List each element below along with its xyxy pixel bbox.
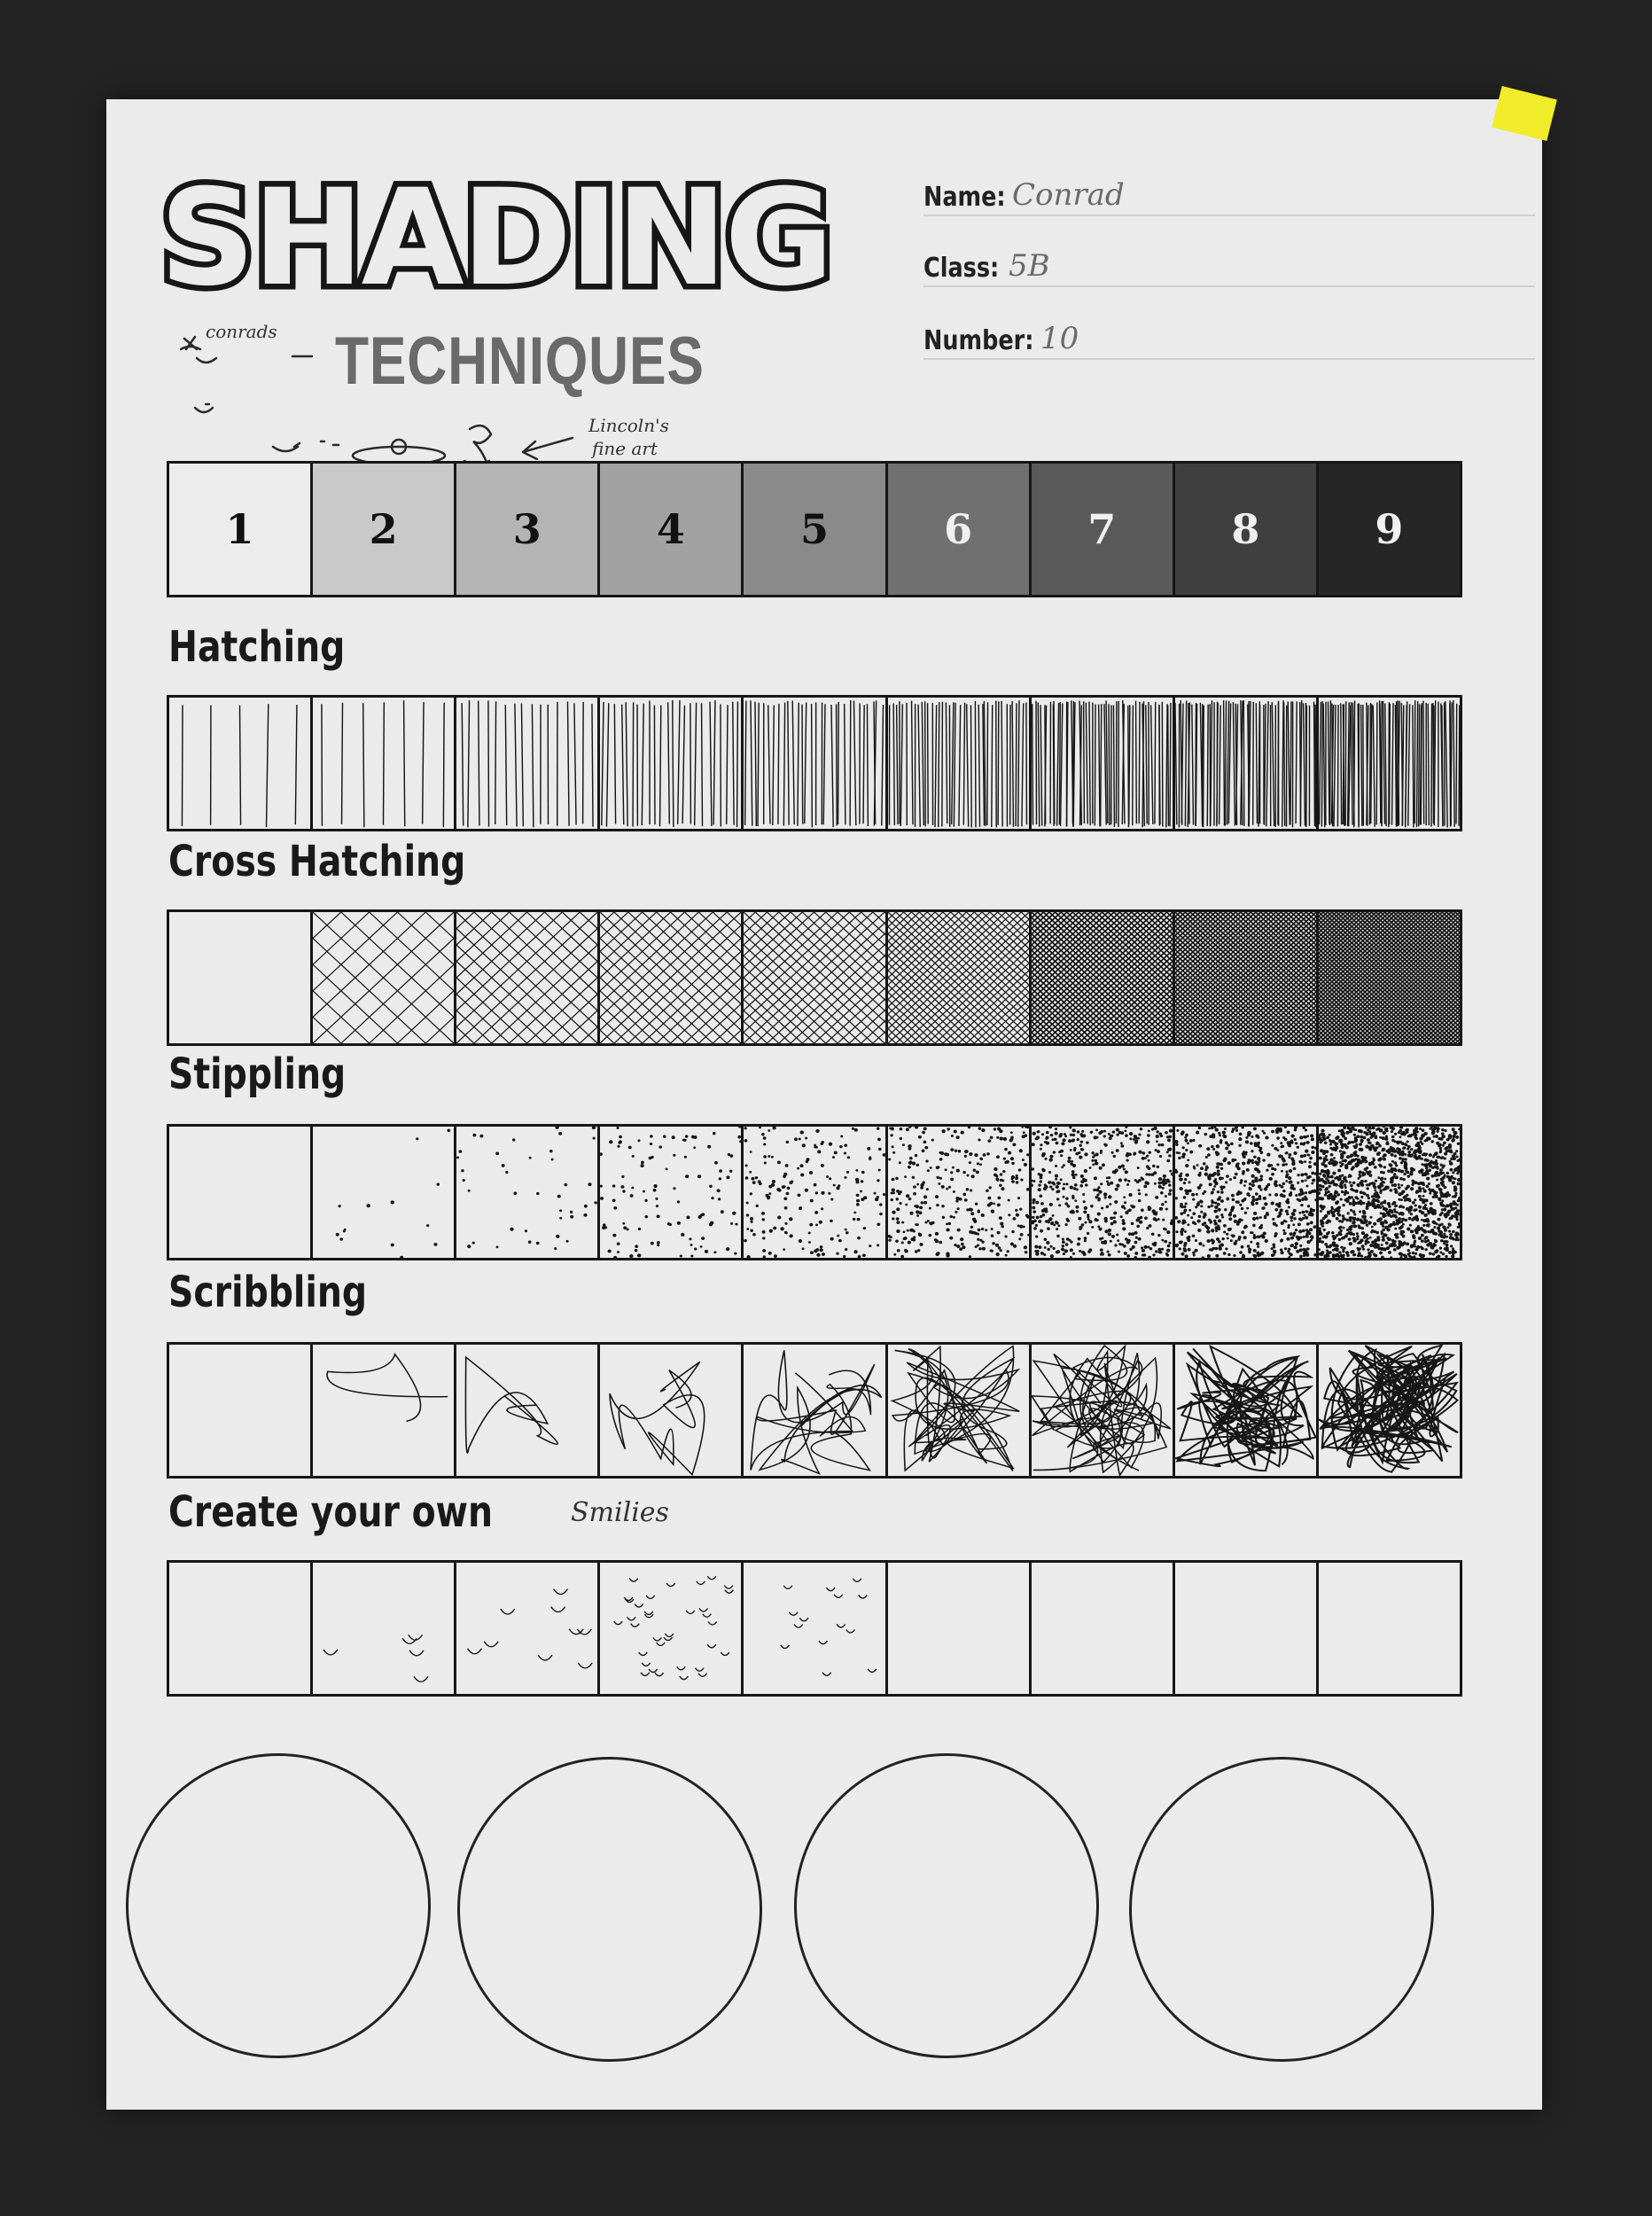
stippling-marks <box>456 1127 597 1258</box>
value-cell <box>1175 464 1319 595</box>
stippling-marks <box>1032 1127 1173 1258</box>
hatching-marks <box>169 698 310 829</box>
scribbling-cell <box>169 1345 313 1476</box>
cross-hatching-cell <box>888 912 1032 1043</box>
cross-hatching-marks <box>744 912 884 1043</box>
hand-doodles <box>160 323 798 482</box>
scribbling-cell <box>600 1345 744 1476</box>
create-your-own-marks <box>1175 1563 1316 1694</box>
hatching-marks <box>1175 698 1316 829</box>
hatching-marks <box>313 698 454 829</box>
practice-circle <box>1129 1757 1434 2062</box>
class-label: Class: <box>923 253 1000 284</box>
value-number: 4 <box>656 505 685 553</box>
stippling-cell <box>169 1127 313 1258</box>
value-cell <box>600 464 744 595</box>
stippling-label: Stippling <box>168 1049 347 1099</box>
hatching-label: Hatching <box>168 622 346 672</box>
create-your-own-cell <box>600 1563 744 1694</box>
value-number: 2 <box>369 505 398 553</box>
name-value: Conrad <box>1012 177 1125 213</box>
scribbling-marks <box>1319 1345 1460 1476</box>
scribbling-cell <box>313 1345 456 1476</box>
number-value: 10 <box>1040 321 1079 356</box>
create-your-own-marks <box>169 1563 310 1694</box>
create-your-own-cell <box>1175 1563 1319 1694</box>
value-number: 8 <box>1231 505 1260 553</box>
cross-hatching-cell <box>1032 912 1175 1043</box>
create-your-own-cell <box>1032 1563 1175 1694</box>
worksheet-subtitle: TECHNIQUES <box>335 324 705 399</box>
scribbling-marks <box>888 1345 1029 1476</box>
value-cell <box>169 464 313 595</box>
conrads-doodle: conrads <box>206 321 277 342</box>
hatching-cell <box>888 698 1032 829</box>
stippling-marks <box>600 1127 741 1258</box>
name-label: Name: <box>923 182 1006 213</box>
stippling-marks <box>1319 1127 1460 1258</box>
cross-hatching-cell <box>456 912 600 1043</box>
value-number: 9 <box>1375 505 1404 553</box>
scribbling-marks <box>1032 1345 1173 1476</box>
cross-hatching-cell <box>313 912 456 1043</box>
hatching-marks <box>600 698 741 829</box>
stippling-cell <box>744 1127 887 1258</box>
scribbling-strip <box>167 1342 1462 1479</box>
cross-hatching-cell <box>600 912 744 1043</box>
cross-hatching-cell <box>169 912 313 1043</box>
value-cell <box>456 464 600 595</box>
create-your-own-marks <box>456 1563 597 1694</box>
class-value: 5B <box>1009 248 1050 284</box>
value-number: 3 <box>512 505 542 553</box>
arrow-note-line1: Lincoln's <box>588 415 669 436</box>
hatching-cell <box>169 698 313 829</box>
worksheet-title: SHADING <box>160 161 831 316</box>
create-your-own-cell <box>169 1563 313 1694</box>
scribbling-marks <box>456 1345 597 1476</box>
cross-hatching-cell <box>1175 912 1319 1043</box>
stippling-marks <box>1175 1127 1316 1258</box>
create-your-own-label: Create your own <box>168 1487 494 1537</box>
create-your-own-marks <box>1032 1563 1173 1694</box>
stippling-cell <box>1175 1127 1319 1258</box>
scribbling-marks <box>313 1345 454 1476</box>
hatching-marks <box>1032 698 1173 829</box>
scribbling-cell <box>1175 1345 1319 1476</box>
hatching-cell <box>456 698 600 829</box>
hatching-cell <box>744 698 887 829</box>
cross-hatching-marks <box>169 912 310 1043</box>
hatching-cell <box>600 698 744 829</box>
create-your-own-cell <box>1319 1563 1460 1694</box>
value-cell <box>1319 464 1460 595</box>
hatching-marks <box>744 698 884 829</box>
scribbling-marks <box>744 1345 884 1476</box>
create-your-own-cell <box>313 1563 456 1694</box>
value-cell <box>313 464 456 595</box>
cross-hatching-marks <box>1319 912 1460 1043</box>
create-your-own-cell <box>456 1563 600 1694</box>
cross-hatching-cell <box>1319 912 1460 1043</box>
cross-hatching-label: Cross Hatching <box>168 837 466 886</box>
stippling-cell <box>888 1127 1032 1258</box>
practice-circle <box>457 1757 762 2062</box>
create-your-own-cell <box>744 1563 887 1694</box>
hatching-marks <box>1319 698 1460 829</box>
create-your-own-marks <box>600 1563 741 1694</box>
cross-hatching-marks <box>888 912 1029 1043</box>
scribbling-marks <box>1175 1345 1316 1476</box>
value-scale-strip <box>167 461 1462 597</box>
arrow-note-line2: fine art <box>592 438 658 459</box>
cross-hatching-strip <box>167 909 1462 1046</box>
cross-hatching-marks <box>1175 912 1316 1043</box>
stippling-cell <box>456 1127 600 1258</box>
hatching-marks <box>456 698 597 829</box>
hatching-cell <box>1319 698 1460 829</box>
create-your-own-strip <box>167 1560 1462 1697</box>
create-your-own-marks <box>1319 1563 1460 1694</box>
scribbling-marks <box>169 1345 310 1476</box>
number-field[interactable] <box>923 314 1535 363</box>
scribbling-marks <box>600 1345 741 1476</box>
hatching-cell <box>1175 698 1319 829</box>
create-your-own-marks <box>313 1563 454 1694</box>
practice-circle <box>126 1753 431 2058</box>
stippling-marks <box>313 1127 454 1258</box>
number-label: Number: <box>923 325 1034 356</box>
hatching-cell <box>1032 698 1175 829</box>
value-number: 1 <box>225 505 254 553</box>
value-number: 7 <box>1087 505 1117 553</box>
stippling-cell <box>600 1127 744 1258</box>
scribbling-label: Scribbling <box>168 1268 368 1317</box>
stippling-marks <box>888 1127 1029 1258</box>
practice-circle <box>794 1753 1099 2058</box>
yellow-tape <box>1492 86 1557 141</box>
value-number: 5 <box>799 505 829 553</box>
hatching-strip <box>167 695 1462 831</box>
scribbling-cell <box>744 1345 887 1476</box>
cross-hatching-marks <box>313 912 454 1043</box>
cross-hatching-marks <box>1032 912 1173 1043</box>
value-number: 6 <box>944 505 973 553</box>
create-your-own-marks <box>888 1563 1029 1694</box>
class-field[interactable] <box>923 241 1535 291</box>
scribbling-cell <box>1319 1345 1460 1476</box>
value-cell <box>744 464 887 595</box>
worksheet-page <box>106 99 1542 2110</box>
smilies-note: Smilies <box>571 1497 669 1528</box>
scribbling-cell <box>1032 1345 1175 1476</box>
hatching-marks <box>888 698 1029 829</box>
cross-hatching-cell <box>744 912 887 1043</box>
cross-hatching-marks <box>600 912 741 1043</box>
stippling-marks <box>169 1127 310 1258</box>
scribbling-cell <box>456 1345 600 1476</box>
cross-hatching-marks <box>456 912 597 1043</box>
stippling-cell <box>313 1127 456 1258</box>
create-your-own-cell <box>888 1563 1032 1694</box>
scribbling-cell <box>888 1345 1032 1476</box>
create-your-own-marks <box>744 1563 884 1694</box>
stippling-marks <box>744 1127 884 1258</box>
value-cell <box>1032 464 1175 595</box>
name-field[interactable] <box>923 170 1535 220</box>
stippling-cell <box>1032 1127 1175 1258</box>
stippling-cell <box>1319 1127 1460 1258</box>
stippling-strip <box>167 1124 1462 1260</box>
value-cell <box>888 464 1032 595</box>
hatching-cell <box>313 698 456 829</box>
